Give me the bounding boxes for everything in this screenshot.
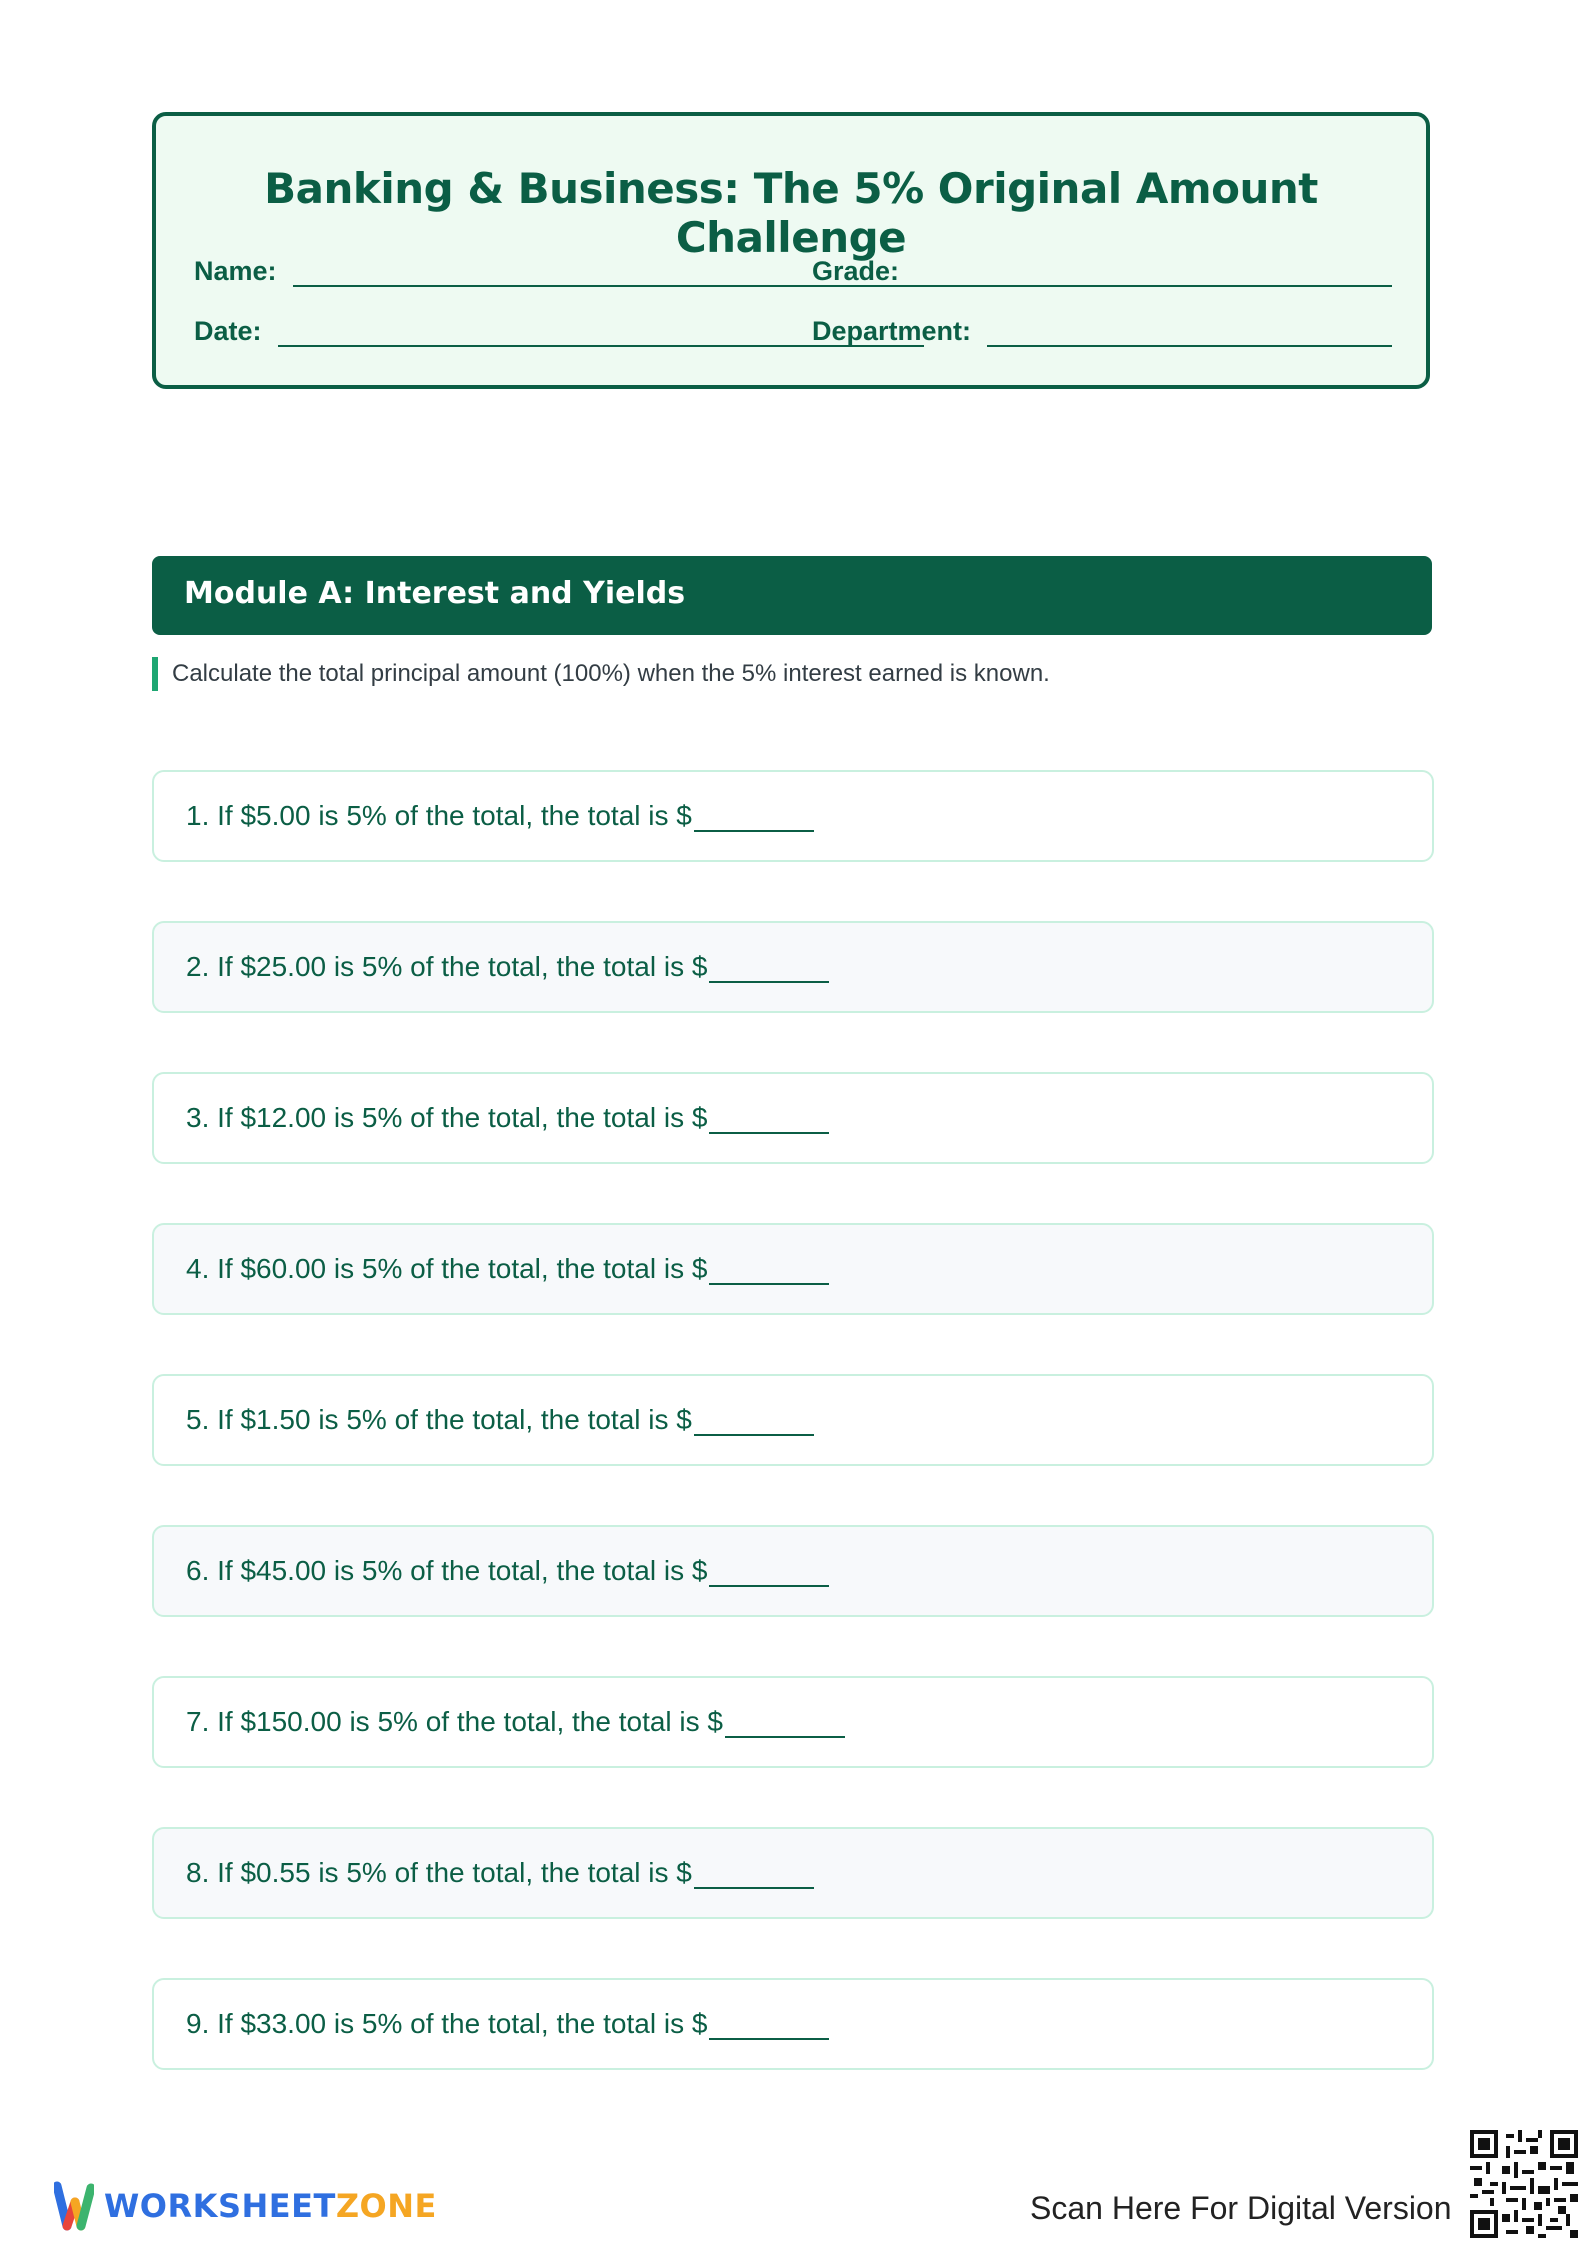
question-text: 2. If $25.00 is 5% of the total, the total is $ xyxy=(186,951,708,982)
answer-blank[interactable] xyxy=(709,1251,829,1285)
date-label: Date: xyxy=(194,316,262,346)
module-header xyxy=(152,556,1432,635)
module-title: Module A: Interest and Yields xyxy=(184,576,686,611)
question-text: 7. If $150.00 is 5% of the total, the total is $ xyxy=(186,1706,724,1737)
logo-text xyxy=(104,2187,437,2225)
grade-label: Grade: xyxy=(812,256,900,286)
grade-field[interactable] xyxy=(812,256,1392,287)
answer-blank[interactable] xyxy=(709,949,829,983)
department-line[interactable] xyxy=(987,319,1392,347)
question-text: 3. If $12.00 is 5% of the total, the total is $ xyxy=(186,1102,708,1133)
question-text: 6. If $45.00 is 5% of the total, the total is $ xyxy=(186,1555,708,1586)
worksheet-title: Banking & Business: The 5% Original Amount Challenge xyxy=(264,164,1318,262)
question-row xyxy=(152,1374,1434,1466)
question-row xyxy=(152,770,1434,862)
scan-caption: Scan Here For Digital Version xyxy=(1030,2190,1452,2226)
question-text: 9. If $33.00 is 5% of the total, the total is $ xyxy=(186,2008,708,2039)
module-instruction: Calculate the total principal amount (100%) when the 5% interest earned is known. xyxy=(152,657,1050,691)
answer-blank[interactable] xyxy=(725,1704,845,1738)
grade-line[interactable] xyxy=(915,259,1392,287)
worksheet-header xyxy=(152,112,1430,389)
answer-blank[interactable] xyxy=(694,1402,814,1436)
question-text: 1. If $5.00 is 5% of the total, the total is $ xyxy=(186,800,692,831)
answer-blank[interactable] xyxy=(709,1553,829,1587)
question-row xyxy=(152,1827,1434,1919)
worksheetzone-logo[interactable] xyxy=(54,2180,437,2232)
answer-blank[interactable] xyxy=(694,1855,814,1889)
question-row xyxy=(152,1676,1434,1768)
question-row xyxy=(152,1525,1434,1617)
answer-blank[interactable] xyxy=(709,1100,829,1134)
question-text: 4. If $60.00 is 5% of the total, the total is $ xyxy=(186,1253,708,1284)
logo-text-worksheet: WORKSHEET xyxy=(104,2187,336,2225)
department-label: Department: xyxy=(812,316,972,346)
question-row xyxy=(152,1978,1434,2070)
question-text: 5. If $1.50 is 5% of the total, the total is $ xyxy=(186,1404,692,1435)
answer-blank[interactable] xyxy=(709,2006,829,2040)
question-row xyxy=(152,1072,1434,1164)
question-text: 8. If $0.55 is 5% of the total, the total is $ xyxy=(186,1857,692,1888)
worksheetzone-logo-icon xyxy=(54,2180,94,2232)
question-row xyxy=(152,1223,1434,1315)
logo-text-zone: ZONE xyxy=(335,2187,437,2225)
department-field[interactable] xyxy=(812,316,1392,347)
name-label: Name: xyxy=(194,256,277,286)
qr-code-icon[interactable] xyxy=(1470,2130,1578,2238)
question-row xyxy=(152,921,1434,1013)
answer-blank[interactable] xyxy=(694,798,814,832)
